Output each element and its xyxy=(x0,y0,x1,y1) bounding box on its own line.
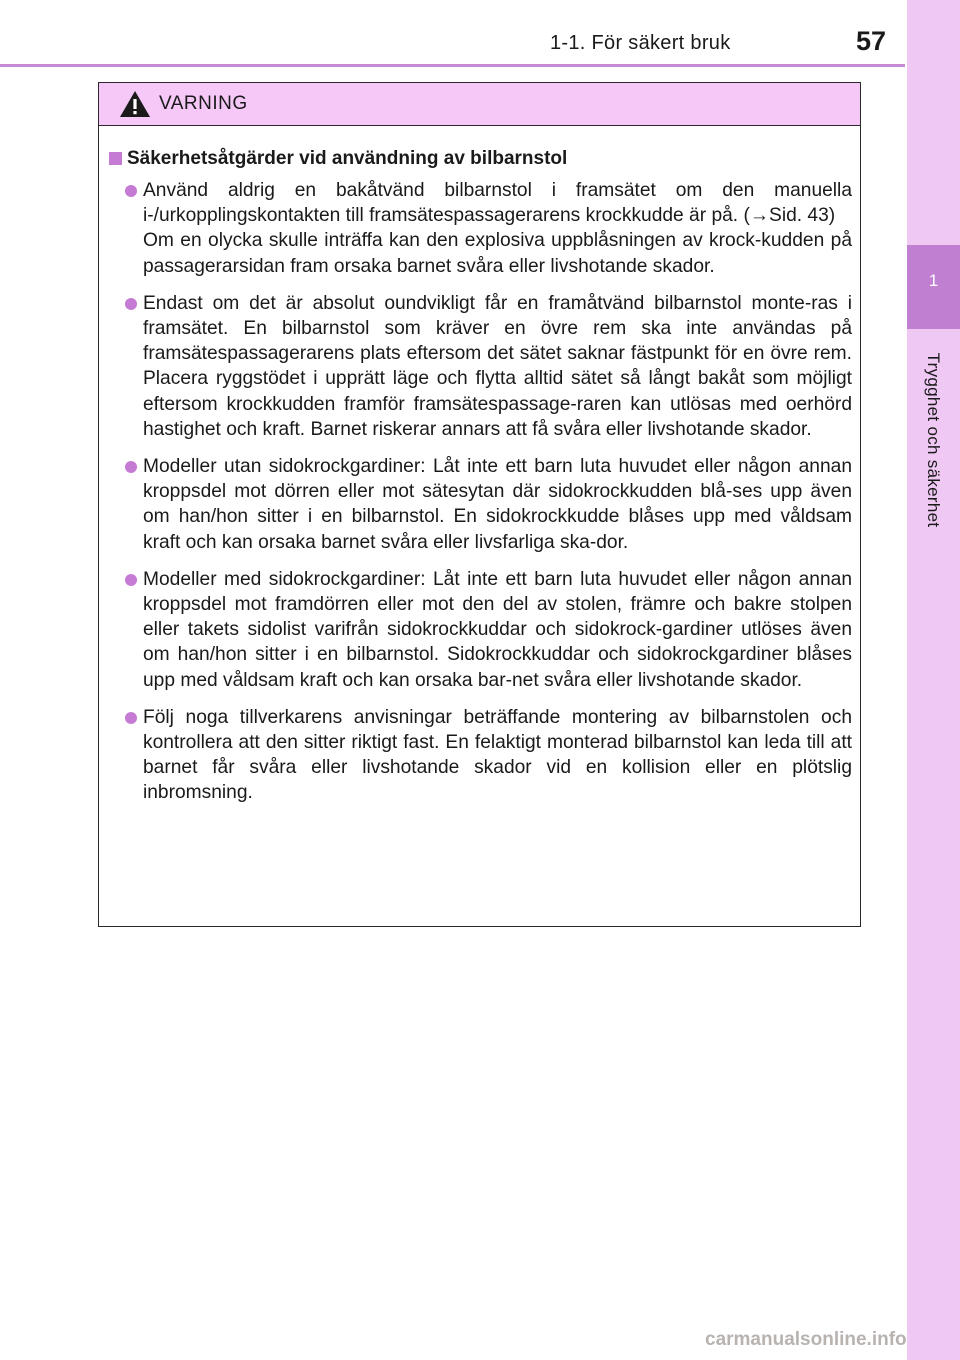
warning-header xyxy=(99,83,860,126)
bullet-text: Modeller med sidokrockgardiner: Låt inte ett barn luta huvudet eller någon annan kroppsdel mot framdörren eller mot den del av stolen, främre och bakre stolpen eller takets sidolist varifrån sidokrockkuddar och sidokrock-gardiner utlöses även om han/hon sitter i en bilbarnstol. Sidokrockkuddar och sidokrockgardiner blåses upp med våldsam kraft och kan orsaka bar-net svåra eller livshotande skador. xyxy=(143,568,852,691)
list-item xyxy=(109,291,852,442)
list-item xyxy=(109,705,852,806)
bullet-text-continued: Om en olycka skulle inträffa kan den explosiva uppblåsningen av krock-kudden på passagerarsidan fram orsaka barnet svåra eller livshotande skador. xyxy=(143,230,852,277)
square-bullet-icon xyxy=(109,152,122,165)
bullet-text: Använd aldrig en bakåtvänd bilbarnstol i framsätet om den manuella i-/urkopplingskontakten till framsätespassagerarens krockkudde är på. (→Sid. 43) xyxy=(143,180,852,227)
subheading-text: Säkerhetsåtgärder vid användning av bilbarnstol xyxy=(127,148,568,169)
watermark-text: carmanualsonline.info xyxy=(705,1329,907,1350)
warning-box xyxy=(98,82,861,927)
round-bullet-icon xyxy=(125,574,137,586)
round-bullet-icon xyxy=(125,712,137,724)
warning-title: VARNING xyxy=(159,93,248,114)
warning-triangle-icon xyxy=(119,90,151,118)
chapter-tab[interactable] xyxy=(907,245,960,329)
bullet-text: Endast om det är absolut oundvikligt får en framåtvänd bilbarnstol monte-ras i framsätet. En bilbarnstol som kräver en övre rem ska inte användas på framsätespassagerarens plats eftersom det sätet saknar fästpunkt för en övre rem. Placera ryggstödet i upprätt läge och flytta alltid sätet så långt bakåt som möjligt eftersom krockkudden framför framsätespassage-raren kan utlösas med oerhörd hastighet och kraft. Barnet riskerar annars att få svåra eller livshotande skador. xyxy=(143,292,852,440)
side-strip xyxy=(907,0,960,1360)
bullet-text: Följ noga tillverkarens anvisningar beträffande montering av bilbarnstolen och kontrollera att den sitter riktigt fast. En felaktigt monterad bilbarnstol kan leda till att barnet får svåra eller livshotande skador vid en kollision eller en plötslig inbromsning. xyxy=(143,706,852,804)
warning-subheading xyxy=(109,146,852,172)
round-bullet-icon xyxy=(125,298,137,310)
page-number: 57 xyxy=(856,26,887,56)
chapter-label: Trygghet och säkerhet xyxy=(924,352,943,528)
section-title: 1-1. För säkert bruk xyxy=(550,32,731,54)
list-item xyxy=(109,178,852,279)
header-divider xyxy=(0,64,905,67)
warning-body xyxy=(99,126,860,806)
round-bullet-icon xyxy=(125,185,137,197)
chapter-number: 1 xyxy=(928,271,939,290)
bullet-text: Modeller utan sidokrockgardiner: Låt inte ett barn luta huvudet eller någon annan kroppsdel mot dörren eller mot sätesytan där sidokrockkudden blå-ses upp även om han/hon sitter i en bilbarnstol. En sidokrockkudde blåses upp med våldsam kraft och kan orsaka barnet svåra eller livsfarliga ska-dor. xyxy=(143,456,852,553)
list-item xyxy=(109,567,852,693)
round-bullet-icon xyxy=(125,461,137,473)
list-item xyxy=(109,454,852,555)
